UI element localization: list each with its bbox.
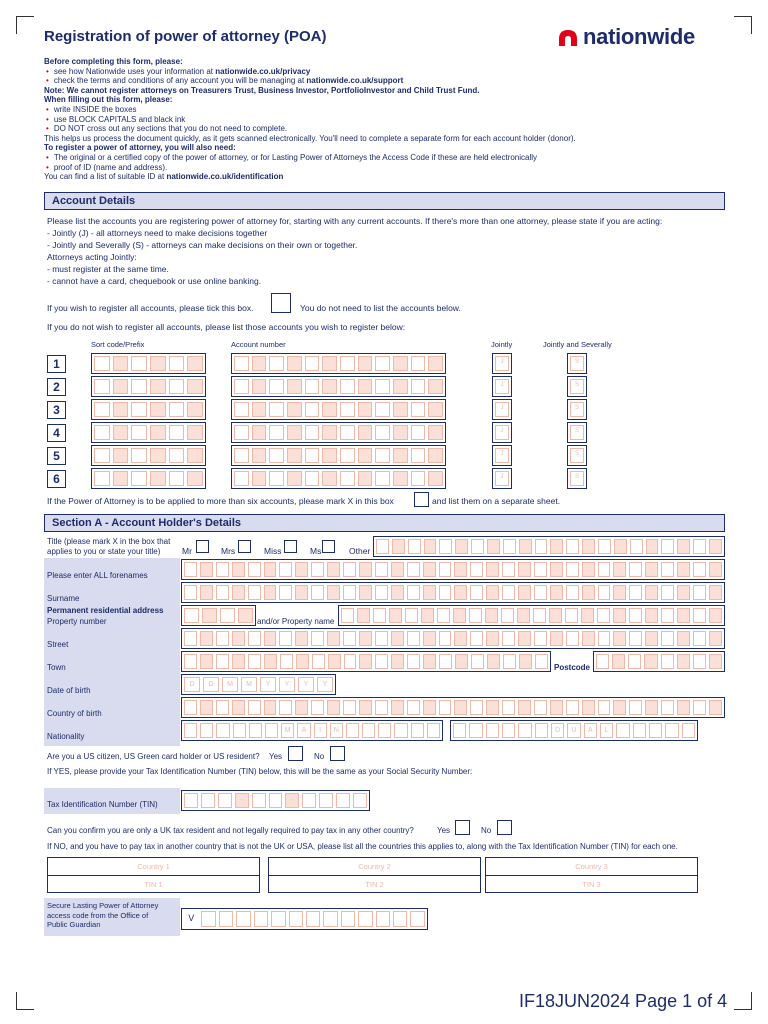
severally-checkbox[interactable] — [567, 468, 587, 489]
dob-label: Date of birth — [47, 686, 91, 695]
street-label: Street — [47, 640, 69, 649]
account-row-number: 5 — [47, 447, 66, 465]
severally-mark: S — [570, 379, 584, 394]
account-row-number: 3 — [47, 401, 66, 419]
brand-name: nationwide — [583, 24, 695, 49]
account-details-p2: - Jointly (J) - all attorneys need to make decisions together — [47, 228, 268, 238]
us-question: Are you a US citizen, US Green card holder or US resident? — [47, 752, 260, 761]
country-of-birth-field[interactable] — [181, 697, 725, 718]
page-title: Registration of power of attorney (POA) — [44, 28, 327, 45]
sort-code-field[interactable] — [91, 422, 206, 443]
crop-mark-top-right — [734, 16, 752, 34]
more-than-six-note: and list them on a separate sheet. — [432, 496, 561, 506]
country-3-placeholder: Country 3 — [575, 862, 608, 871]
street-field[interactable] — [181, 628, 725, 649]
account-details-p5: - must register at the same time. — [47, 264, 169, 274]
account-number-field[interactable] — [231, 399, 446, 420]
jointly-checkbox[interactable] — [492, 376, 512, 397]
more-than-six-checkbox[interactable] — [414, 492, 429, 507]
nationality-main-field[interactable]: M A I N — [181, 720, 443, 741]
register-item-1: • The original or a certified copy of the power of attorney, or for Lasting Power of Attorneys the Access Code if these are held electronically — [44, 153, 734, 163]
jointly-checkbox[interactable] — [492, 399, 512, 420]
severally-checkbox[interactable] — [567, 445, 587, 466]
jointly-checkbox[interactable] — [492, 422, 512, 443]
us-no-checkbox[interactable] — [330, 746, 345, 761]
nationality-dual-field[interactable]: D U A L — [450, 720, 698, 741]
tin-field[interactable]: - - — [181, 790, 370, 811]
jointly-mark: J — [495, 402, 509, 417]
tin-intro: If YES, please provide your Tax Identification Number (TIN) below, this will be the same as your Social Security Number: — [47, 767, 473, 776]
property-name-field[interactable] — [338, 605, 725, 626]
all-accounts-text: If you wish to register all accounts, please tick this box. — [47, 303, 254, 313]
severally-mark: S — [570, 402, 584, 417]
support-link[interactable]: nationwide.co.uk/support — [306, 76, 404, 86]
forenames-label: Please enter ALL forenames — [47, 571, 148, 580]
country-2-placeholder: Country 2 — [358, 862, 391, 871]
account-row-number: 4 — [47, 424, 66, 442]
privacy-link[interactable]: nationwide.co.uk/privacy — [215, 66, 311, 76]
property-number-label: Property number — [47, 617, 107, 626]
identification-link[interactable]: nationwide.co.uk/identification — [166, 172, 284, 182]
ms-checkbox[interactable] — [322, 540, 335, 553]
account-details-p1: Please list the accounts you are registering power of attorney for, starting with any current accounts. If there's more than one attorney, please state if you are acting: — [47, 216, 663, 226]
more-than-six-text: If the Power of Attorney is to be applied to more than six accounts, please mark X in this box — [47, 496, 394, 506]
us-no-label: No — [314, 752, 325, 761]
uk-no-checkbox[interactable] — [497, 820, 512, 835]
mrs-checkbox[interactable] — [238, 540, 251, 553]
crop-mark-bottom-left — [16, 992, 34, 1010]
uk-no-intro: If NO, and you have to pay tax in another country that is not the UK or USA, please list all the countries this applies to, along with the Tax Identification Number (TIN) for each one. — [47, 842, 678, 851]
tin-3-placeholder: TIN 3 — [582, 880, 601, 889]
sort-code-field[interactable] — [91, 376, 206, 397]
uk-yes-label: Yes — [437, 826, 451, 835]
all-accounts-note: You do not need to list the accounts below. — [300, 303, 461, 313]
severally-mark: S — [570, 448, 584, 463]
sort-code-field[interactable] — [91, 353, 206, 374]
postcode-label: Postcode — [554, 663, 591, 672]
mr-label: Mr — [182, 546, 192, 556]
other-title-field[interactable] — [373, 536, 725, 557]
severally-checkbox[interactable] — [567, 376, 587, 397]
account-details-p6: - cannot have a card, chequebook or use online banking. — [47, 276, 262, 286]
severally-mark: S — [570, 471, 584, 486]
brand-logo — [557, 24, 695, 50]
before-item-2: • check the terms and conditions of any account you will be managing at nationwide.co.uk/support — [44, 76, 734, 86]
property-name-label: and/or Property name — [257, 617, 335, 626]
col-account-number: Account number — [231, 340, 286, 349]
filling-heading: When filling out this form, please: — [44, 95, 173, 105]
account-details-p4: Attorneys acting Jointly: — [47, 252, 137, 262]
postcode-field[interactable] — [593, 651, 725, 672]
jointly-mark: J — [495, 356, 509, 371]
jointly-checkbox[interactable] — [492, 468, 512, 489]
tin-1-placeholder: TIN 1 — [144, 880, 163, 889]
country-2-box[interactable] — [268, 857, 481, 893]
col-jointly-severally: Jointly and Severally — [543, 340, 612, 349]
nationwide-roof-icon — [557, 26, 579, 48]
jointly-mark: J — [495, 448, 509, 463]
miss-label: Miss — [264, 546, 282, 556]
uk-no-label: No — [481, 826, 492, 835]
before-item-1: • see how Nationwide uses your information at nationwide.co.uk/privacy — [44, 67, 734, 77]
intro-instructions — [44, 57, 734, 182]
filling-item-1: • write INSIDE the boxes — [44, 105, 734, 115]
severally-checkbox[interactable] — [567, 353, 587, 374]
other-label: Other — [349, 546, 371, 556]
town-field[interactable] — [181, 651, 551, 672]
account-number-field[interactable] — [231, 353, 446, 374]
account-row-number: 1 — [47, 355, 66, 373]
title-label: Title (please mark X in the box that applies to you or state your title) — [47, 537, 171, 556]
uk-yes-checkbox[interactable] — [455, 820, 470, 835]
col-jointly: Jointly — [491, 340, 513, 349]
jointly-checkbox[interactable] — [492, 353, 512, 374]
account-number-field[interactable] — [231, 468, 446, 489]
forenames-field[interactable] — [181, 559, 725, 580]
filling-item-2: • use BLOCK CAPITALS and black ink — [44, 115, 734, 125]
lpa-label: Secure Lasting Power of Attorney access code from the Office of Public Guardian — [47, 901, 159, 929]
jointly-mark: J — [495, 425, 509, 440]
surname-label: Surname — [47, 594, 80, 603]
lpa-code-field[interactable]: V — [181, 908, 428, 930]
account-row-number: 6 — [47, 470, 66, 488]
col-sort-code: Sort code/Prefix — [91, 340, 145, 349]
sort-code-field[interactable] — [91, 445, 206, 466]
us-yes-checkbox[interactable] — [288, 746, 303, 761]
address-heading: Permanent residential address — [47, 606, 164, 615]
account-details-p3: - Jointly and Severally (S) - attorneys can make decisions on their own or together. — [47, 240, 358, 250]
mr-checkbox[interactable] — [196, 540, 209, 553]
sort-code-field[interactable] — [91, 399, 206, 420]
jointly-checkbox[interactable] — [492, 445, 512, 466]
surname-field[interactable] — [181, 582, 725, 603]
sort-code-field[interactable] — [91, 468, 206, 489]
section-a-heading: Section A - Account Holder's Details — [44, 514, 725, 532]
country-1-box[interactable] — [47, 857, 260, 893]
tin-label: Tax Identification Number (TIN) — [47, 800, 158, 809]
account-row-number: 2 — [47, 378, 66, 396]
all-accounts-checkbox[interactable] — [271, 293, 291, 313]
tin-2-placeholder: TIN 2 — [365, 880, 384, 889]
mrs-label: Mrs — [221, 546, 236, 556]
dob-field[interactable]: D D M M Y Y Y Y — [181, 674, 336, 695]
account-number-field[interactable] — [231, 422, 446, 443]
register-heading: To register a power of attorney, you will also need: — [44, 143, 236, 153]
jointly-mark: J — [495, 379, 509, 394]
country-3-box[interactable] — [485, 857, 698, 893]
us-yes-label: Yes — [269, 752, 283, 761]
severally-mark: S — [570, 356, 584, 371]
before-heading: Before completing this form, please: — [44, 57, 183, 66]
filling-note: This helps us process the document quickly, as it gets scanned electronically. You'll need to complete a separate form for each account holder (donor). — [44, 133, 576, 143]
crop-mark-bottom-right — [734, 992, 752, 1010]
nationality-label: Nationality — [47, 732, 85, 741]
property-number-field[interactable] — [181, 605, 256, 626]
account-number-field[interactable] — [231, 445, 446, 466]
country-1-placeholder: Country 1 — [137, 862, 170, 871]
country-of-birth-label: Country of birth — [47, 709, 102, 718]
severally-checkbox[interactable] — [567, 422, 587, 443]
ms-label: Ms — [310, 546, 322, 556]
uk-question: Can you confirm you are only a UK tax resident and not legally required to pay tax in any other country? — [47, 826, 414, 835]
list-accounts-text: If you do not wish to register all accounts, please list those accounts you wish to register below: — [47, 322, 406, 332]
jointly-mark: J — [495, 471, 509, 486]
town-label: Town — [47, 663, 66, 672]
crop-mark-top-left — [16, 16, 34, 34]
miss-checkbox[interactable] — [284, 540, 297, 553]
footer-page-code: IF18JUN2024 Page 1 of 4 — [519, 991, 728, 1011]
account-details-heading: Account Details — [44, 192, 725, 210]
note-text: Note: We cannot register attorneys on Treasurers Trust, Business Investor, PortfolioInvestor and Child Trust Fund. — [44, 85, 480, 95]
register-item-2: • proof of ID (name and address). — [44, 163, 734, 173]
severally-checkbox[interactable] — [567, 399, 587, 420]
account-number-field[interactable] — [231, 376, 446, 397]
id-line: You can find a list of suitable ID at nationwide.co.uk/identification — [44, 172, 284, 182]
filling-item-3: • DO NOT cross out any sections that you do not need to complete. — [44, 124, 734, 134]
severally-mark: S — [570, 425, 584, 440]
